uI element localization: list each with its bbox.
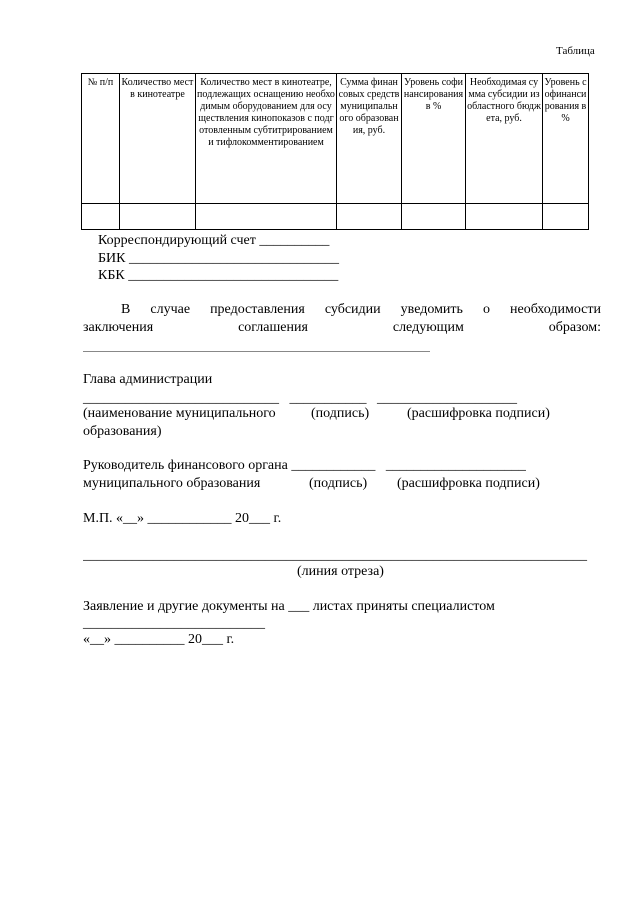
table-cell[interactable] [120,204,196,230]
table-cell[interactable] [82,204,120,230]
head-caption-org: (наименование муниципального [83,406,276,421]
notice-blank-line [83,351,430,352]
header-seats: Количество мест в кинотеатре [120,74,196,204]
cut-line: ________________________________________________________________________ [83,548,587,563]
stamp-date-line: М.П. «__» ____________ 20___ г. [83,511,282,526]
table-cell[interactable] [337,204,402,230]
header-municipal-funds: Сумма финансовых средств муниципального образования, руб. [337,74,402,204]
table-header-row [82,74,589,204]
finance-head-line: Руководитель финансового органа ____________ ____________________ [83,458,526,473]
table-cell[interactable] [543,204,589,230]
receipt-date-line: «__» __________ 20___ г. [83,632,235,647]
head-caption-sign: (подпись) [311,406,370,421]
finance-caption-org: муниципального образования [83,476,261,491]
finance-caption-sign: (подпись) [309,476,368,491]
notice-line-2: заключения соглашения следующим образом: [83,320,601,335]
header-number: № п/п [82,74,120,204]
table-caption: Таблица [556,45,595,57]
header-equipped-seats: Количество мест в кинотеатре, подлежащих оснащению необходимым оборудованием для осуществления кинопоказов с подготовленным субтитрированием и тифлокомментированием [196,74,337,204]
head-signature-blanks: ____________________________ ___________ ____________________ [83,391,517,406]
table-cell[interactable] [196,204,337,230]
receipt-specialist-blank: __________________________ [83,616,265,631]
table-cell[interactable] [466,204,543,230]
kbk-line: КБК ______________________________ [98,268,339,283]
head-caption-decode: (расшифровка подписи) [407,406,550,421]
notice-line-1: В случае предоставления субсидии уведомить о необходимости [121,302,601,317]
head-title: Глава администрации [83,372,213,387]
finance-caption-decode: (расшифровка подписи) [397,476,540,491]
account-line: Корреспондирующий счет __________ [98,233,330,248]
header-cofinancing-level: Уровень софинансирования в % [402,74,466,204]
bik-line: БИК ______________________________ [98,251,339,266]
header-cofinancing-level-2: Уровень софинансирования в % [543,74,589,204]
header-subsidy-amount: Необходимая сумма субсидии из областного бюджета, руб. [466,74,543,204]
cut-line-label: (линия отреза) [297,564,384,579]
table-cell[interactable] [402,204,466,230]
head-caption-org-2: образования) [83,424,162,439]
table-row [82,204,589,230]
subsidy-table [81,73,589,230]
receipt-line-1: Заявление и другие документы на ___ листах приняты специалистом [83,599,495,614]
